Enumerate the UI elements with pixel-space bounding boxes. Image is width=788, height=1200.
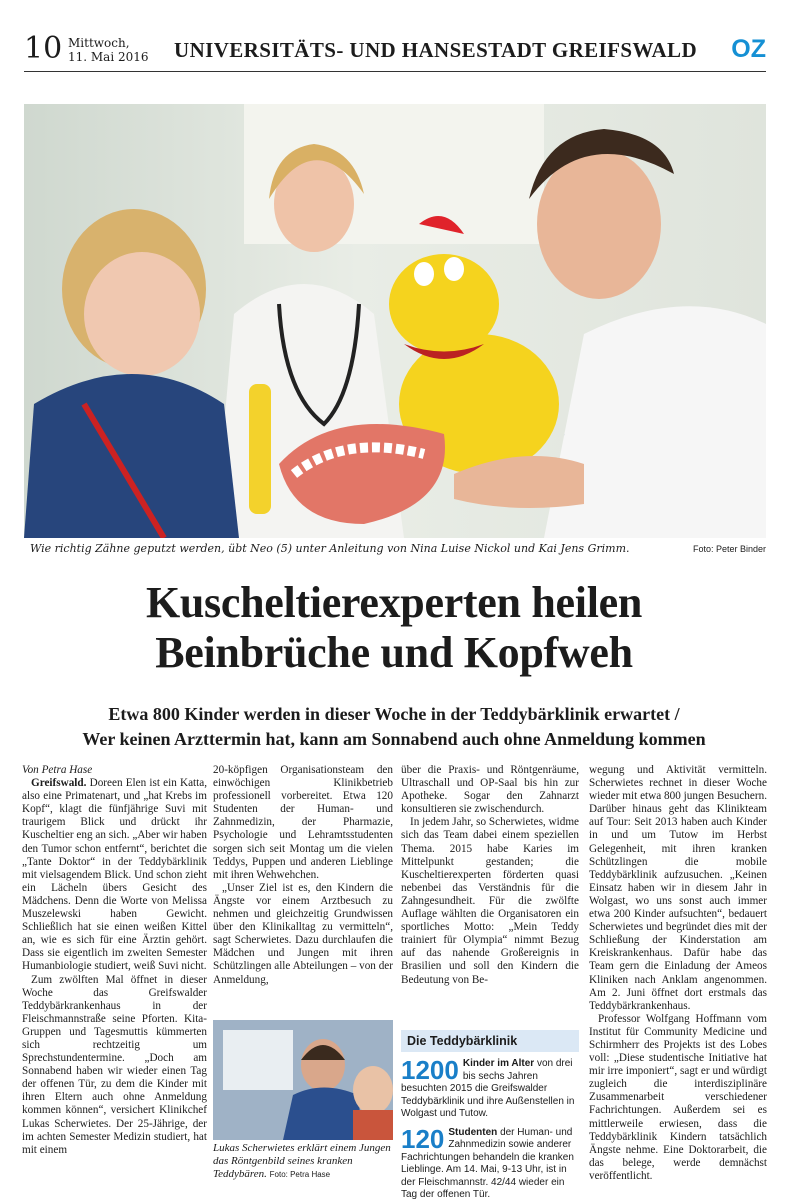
- article-paragraph: über die Praxis- und Röntgenräume, Ultraschall und OP-Saal bis hin zur Apotheke. Sogar den Zahnarzt konsultieren sie zwischendurch.: [401, 764, 579, 816]
- article-column-3: [401, 764, 579, 987]
- issue-date: [68, 36, 149, 64]
- subhead-line-2: Wer keinen Arzttermin hat, kann am Sonnabend auch ohne Anmeldung kommen: [82, 729, 706, 749]
- section-title: UNIVERSITÄTS- UND HANSESTADT GREIFSWALD: [174, 38, 698, 62]
- subhead-line-1: Etwa 800 Kinder werden in dieser Woche in der Teddybärklinik erwartet /: [108, 704, 680, 724]
- page-number: 10: [24, 31, 63, 66]
- info-bold: Studenten: [448, 1126, 498, 1138]
- secondary-caption-text: Lukas Scherwietes erklärt einem Jungen das Röntgenbild seines kranken Teddybären.: [213, 1142, 391, 1180]
- info-bold: Kinder im Alter: [462, 1058, 535, 1069]
- article-subhead: [20, 702, 768, 752]
- page-header: [24, 32, 766, 72]
- info-text: der Human- und Zahnmedizin sowie anderer Fachrichtungen behandeln die kranken Lieblinge. Am 14. Mai, 9-13 Uhr, ist in der Fleischmannstr. 42/44 wieder ein Tag der offenen Tür.: [401, 1126, 574, 1200]
- article-author: Von Petra Hase: [22, 764, 93, 776]
- secondary-photo: [213, 1020, 393, 1140]
- article-paragraph: wegung und Aktivität vermitteln. Scherwietes rechnet in dieser Woche wieder mit etwa 800 jungen Besuchern. Darüber hinaus geht das Klinikteam auf Tour: Seit 2013 haben auch Kinder in und um Tutow im Herbst Gelegenheit, mit ihren kranken Schützlingen die mobile Teddybärklinik aufzusuchen. „Keinen Einsatz haben wir in diesem Jahr in Wolgast, wo uns sonst auch immer etwa 200 Kinder aufsuchten“, bedauert Scherwietes und begründet dies mit der Schließung der Kinderstation am Kreiskrankenhaus. Dafür habe das Team gern die Einladung der Ameos Kliniken nach Anklam angenommen. Am 2. Juni öffnet dort erstmals das Teddybärkrankenhaus.: [589, 764, 767, 1012]
- headline-line-1: Kuscheltierexperten heilen: [145, 578, 643, 627]
- info-box-title: Die Teddybärklinik: [401, 1030, 579, 1052]
- article-column-4: [589, 764, 767, 1183]
- info-text: von drei bis sechs Jahren besuchten 2015 die Greifswalder Teddybärklinik und ihre Außenstellen in Wolgast und Tutow.: [401, 1058, 575, 1119]
- main-photo-caption: Wie richtig Zähne geputzt werden, übt Neo (5) unter Anleitung von Nina Luise Nickol und Kai Jens Grimm.: [30, 542, 630, 555]
- article-paragraph: 20-köpfigen Organisationsteam den einwöchigen Klinikbetrieb professionell vorbereitet. Etwa 120 Studenten der Human- und Zahnmedizin, der Pharmazie, Psychologie und Lehramtsstudenten sorgen sich seit Montag um die vielen Teddys, Puppen und anderen Lieblinge mit ihren Wehwehchen.: [213, 764, 393, 881]
- secondary-photo-credit: Foto: Petra Hase: [269, 1170, 331, 1179]
- info-box-item: [401, 1055, 579, 1121]
- headline-line-2: Beinbrüche und Kopfweh: [155, 628, 633, 677]
- article-paragraph: „Unser Ziel ist es, den Kindern die Ängste vor einem Arztbesuch zu nehmen und gleichzeitig Grundwissen über den Klinikalltag zu vermitteln“, sagt Scherwietes. Dazu durchlaufen die Mädchen und Jungen mit ihren Schützlingen alle Abteilungen – von der Anmeldung,: [213, 881, 393, 986]
- info-number: 1200: [401, 1055, 459, 1085]
- issue-day: 11. Mai 2016: [68, 50, 149, 64]
- article-column-2: [213, 764, 393, 987]
- paragraph-text: Doreen Elen ist ein Katta, also eine Primatenart, und „hat Krebs im Kopf“, klagt die fünfjährige Suvi mit traurigem Blick und drückt ihr Kuscheltier eng an sich. „Aber wir haben den Tumor schon entfernt“, berichtet die „Tante Doktor“ in der Teddybärklinik mit vielsagendem Blick. Und schon zieht ein Lächeln übers Gesicht des Mädchens. Denn die Worte von Melissa Muszelewski haben Gewicht. Schließlich hat sie einen weißen Kittel an, wie es sich für eine Ärztin gehört. Dass sie eigentlich im zweiten Semester Humanbiologie studiert, weiß Suvi nicht.: [22, 777, 208, 973]
- header-divider: [24, 71, 766, 72]
- article-column-1: [22, 764, 207, 1157]
- oz-logo: OZ: [731, 35, 766, 63]
- issue-weekday: Mittwoch,: [68, 36, 130, 50]
- info-box-item: [401, 1123, 579, 1200]
- main-photo-illustration: [24, 104, 766, 538]
- dateline: Greifswald.: [31, 777, 87, 790]
- main-photo: [24, 104, 766, 538]
- secondary-photo-caption: [213, 1142, 393, 1181]
- article-paragraph: Professor Wolfgang Hoffmann vom Institut für Community Medicine und Schirmherr des Projekts ist des Lobes voll: „Diese studentische Initiative hat mir irre imponiert“, sagt er und würdigt zugleich die interdisziplinäre Zusammenarbeit verschiedener Fachrichtungen. Außerdem sei es mittlerweile erwiesen, dass die Teddybärklinik Kindern tatsächlich Ängste nehme. Eine Doktorarbeit, die das belege, werde demnächst veröffentlicht.: [589, 1012, 767, 1182]
- info-number: 120: [401, 1123, 445, 1154]
- secondary-photo-illustration: [213, 1020, 393, 1140]
- article-headline: [20, 578, 768, 678]
- article-paragraph: [22, 777, 207, 973]
- article-paragraph: In jedem Jahr, so Scherwietes, widme sich das Team dabei einem speziellen Thema. 2015 habe Karies im Mittelpunkt gestanden; die Kuscheltierexperten förderten quasi nebenbei das Verständnis für die Zahngesundheit. Für die zwölfte Auflage wählten die Organisatoren ein sportliches Motto: „Mein Teddy trainiert für Olympia“ nimmt Bezug auf das nahende Großereignis in Brasilien und soll den Kindern die Bedeutung von Be-: [401, 816, 579, 986]
- info-box: [401, 1030, 579, 1200]
- article-paragraph: Zum zwölften Mal öffnet in dieser Woche das Greifswalder Teddybärkrankenhaus in der Fleischmannstraße seine Pforten. Kita-Gruppen und Tagesmuttis kümmerten sich rechtzeitig um Sprechstundentermine. „Doch am Sonnabend haben wir wieder einen Tag der offenen Tür, zu dem die Kinder mit ihren Eltern auch ohne Anmeldung kommen können“, versichert Klinikchef Lukas Scherwietes. Der 25-Jährige, der im achten Semester Medizin studiert, hat mit einem: [22, 973, 207, 1156]
- main-photo-credit: Foto: Peter Binder: [692, 544, 766, 554]
